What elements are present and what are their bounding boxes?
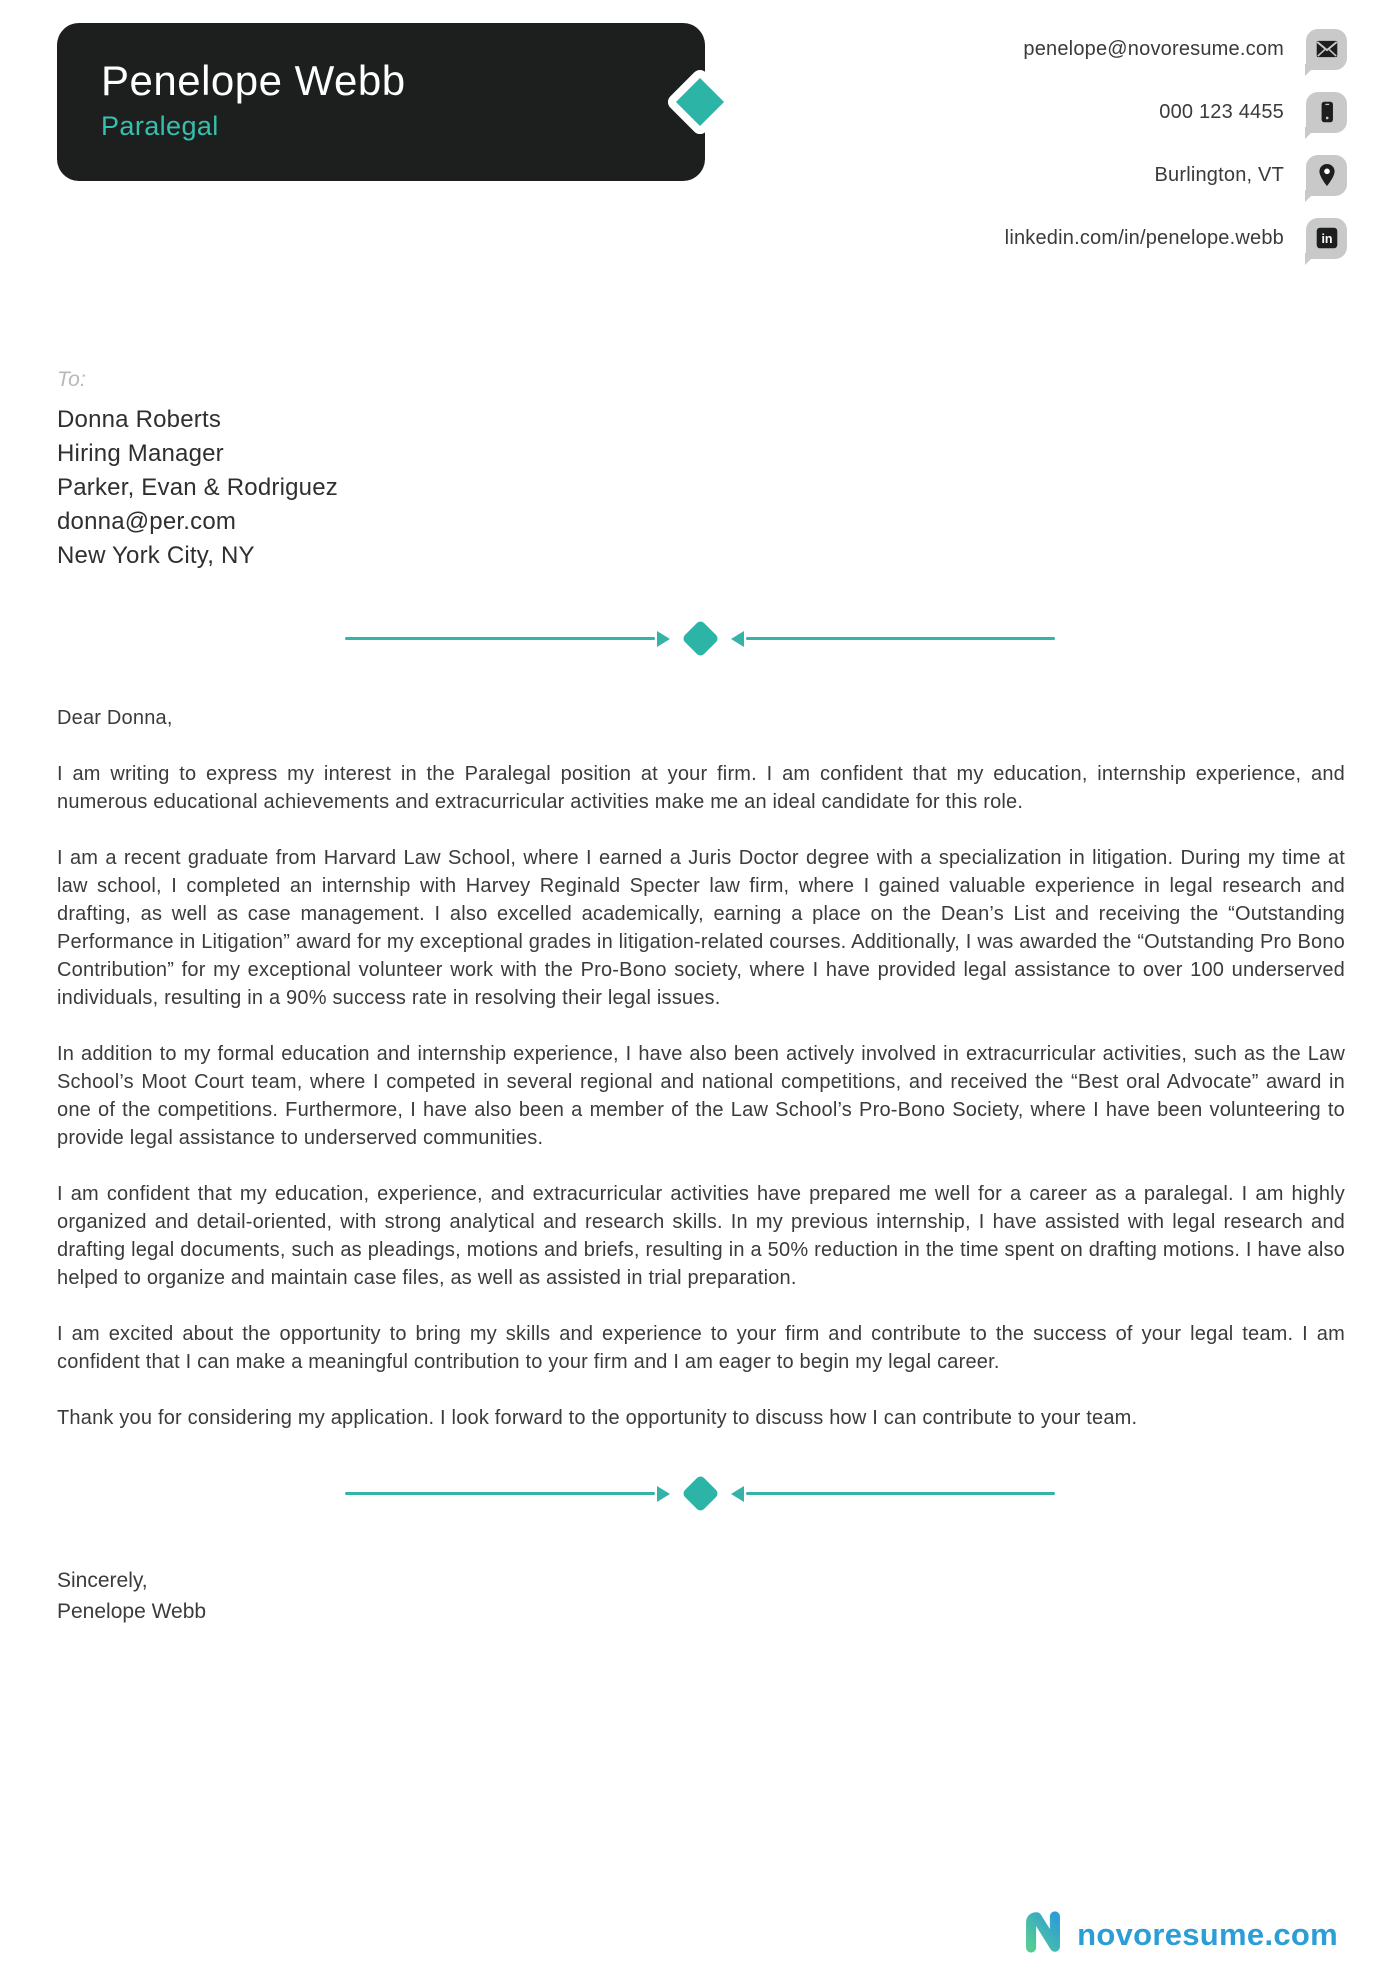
email-value: penelope@novoresume.com (1023, 37, 1284, 60)
divider-arrow-right-icon (657, 1486, 670, 1502)
footer-brand[interactable] (1021, 1910, 1338, 1959)
recipient-line: New York City, NY (57, 542, 255, 569)
letter-body (0, 704, 1400, 1432)
letter-paragraph: Thank you for considering my application. I look forward to the opportunity to discuss how I can contribute to your team. (57, 1407, 1138, 1429)
recipient-line: Donna Roberts (57, 406, 222, 433)
divider-diamond-icon (681, 1474, 719, 1512)
salutation: Dear Donna, (57, 707, 173, 729)
linkedin-value[interactable]: linkedin.com/in/penelope.webb (1004, 226, 1284, 249)
smartphone-icon (1306, 92, 1347, 133)
letter-paragraph: I am a recent graduate from Harvard Law School, where I earned a Juris Doctor degree with a specialization in litigation. During my time at law school, I completed an internship with Harvey Reginald Specter law firm, where I gained valuable experience in legal research and drafting, as well as case management. I also excelled academically, earning a place on the Dean’s List and receiving the “Outstanding Performance in Litigation” award for my exceptional grades in litigation-related courses. Additionally, I was awarded the “Outstanding Pro Bono Contribution” for my exceptional volunteer work with the Pro-Bono society, where I have provided legal assistance to over 100 underserved individuals, resulting in a 90% success rate in resolving their legal issues. (57, 847, 1345, 1009)
closing-block (57, 1565, 1400, 1627)
letter-paragraph: I am confident that my education, experience, and extracurricular activities have prepared me well for a career as a paralegal. I am highly organized and detail-oriented, with strong analytical and research skills. In my previous internship, I have assisted with legal research and drafting legal documents, such as pleadings, motions and briefs, resulting in a 50% reduction in the time spent on drafting motions. I have also helped to organize and maintain case files, as well as assisted in trial preparation. (57, 1183, 1345, 1289)
divider-line-left (345, 637, 655, 640)
recipient-block (57, 363, 1400, 573)
divider-arrow-right-icon (657, 631, 670, 647)
contact-row-location (1154, 154, 1347, 196)
closing-word: Sincerely, (57, 1569, 148, 1592)
person-job-title: Paralegal (101, 111, 219, 142)
phone-value: 000 123 4455 (1159, 100, 1284, 123)
divider-diamond-icon (681, 619, 719, 657)
recipient-line: donna@per.com (57, 508, 237, 535)
person-name: Penelope Webb (101, 57, 406, 104)
recipient-line: Parker, Evan & Rodriguez (57, 474, 338, 501)
svg-text:in: in (1320, 231, 1333, 246)
letter-paragraph: I am writing to express my interest in the Paralegal position at your firm. I am confident that my education, internship experience, and numerous educational achievements and extracurricular activities make me an ideal candidate for this role. (57, 763, 1345, 813)
recipient-line: Hiring Manager (57, 440, 224, 467)
to-label: To: (57, 368, 87, 391)
divider-line-right (746, 1492, 1056, 1495)
contact-list (1005, 23, 1347, 259)
letter-paragraph: In addition to my formal education and internship experience, I have also been actively involved in extracurricular activities, such as the Law School’s Moot Court team, where I competed in several regional and national competitions, and received the “Best oral Advocate” award in one of the competitions. Furthermore, I have also been a member of the Law School’s Pro-Bono Society, where I have been volunteering to provide legal assistance to underserved communities. (57, 1043, 1345, 1149)
name-card (57, 23, 705, 181)
divider-arrow-left-icon (731, 1486, 744, 1502)
brand-name: novoresume.com (1077, 1916, 1338, 1952)
novoresume-logo-icon (1021, 1910, 1065, 1959)
location-pin-icon (1306, 155, 1347, 196)
header (0, 0, 1400, 259)
envelope-icon (1306, 29, 1347, 70)
divider-arrow-left-icon (731, 631, 744, 647)
section-divider (345, 625, 1055, 652)
contact-row-email (1023, 28, 1347, 70)
divider-line-right (746, 637, 1056, 640)
contact-row-phone (1159, 91, 1347, 133)
letter-paragraph: I am excited about the opportunity to bring my skills and experience to your firm and contribute to the success of your legal team. I am confident that I can make a meaningful contribution to your firm and I am eager to begin my legal career. (57, 1323, 1345, 1373)
linkedin-icon (1306, 218, 1347, 259)
divider-line-left (345, 1492, 655, 1495)
signature-name: Penelope Webb (57, 1600, 207, 1623)
section-divider (345, 1480, 1055, 1507)
location-value: Burlington, VT (1154, 163, 1284, 186)
contact-row-linkedin (1005, 217, 1347, 259)
